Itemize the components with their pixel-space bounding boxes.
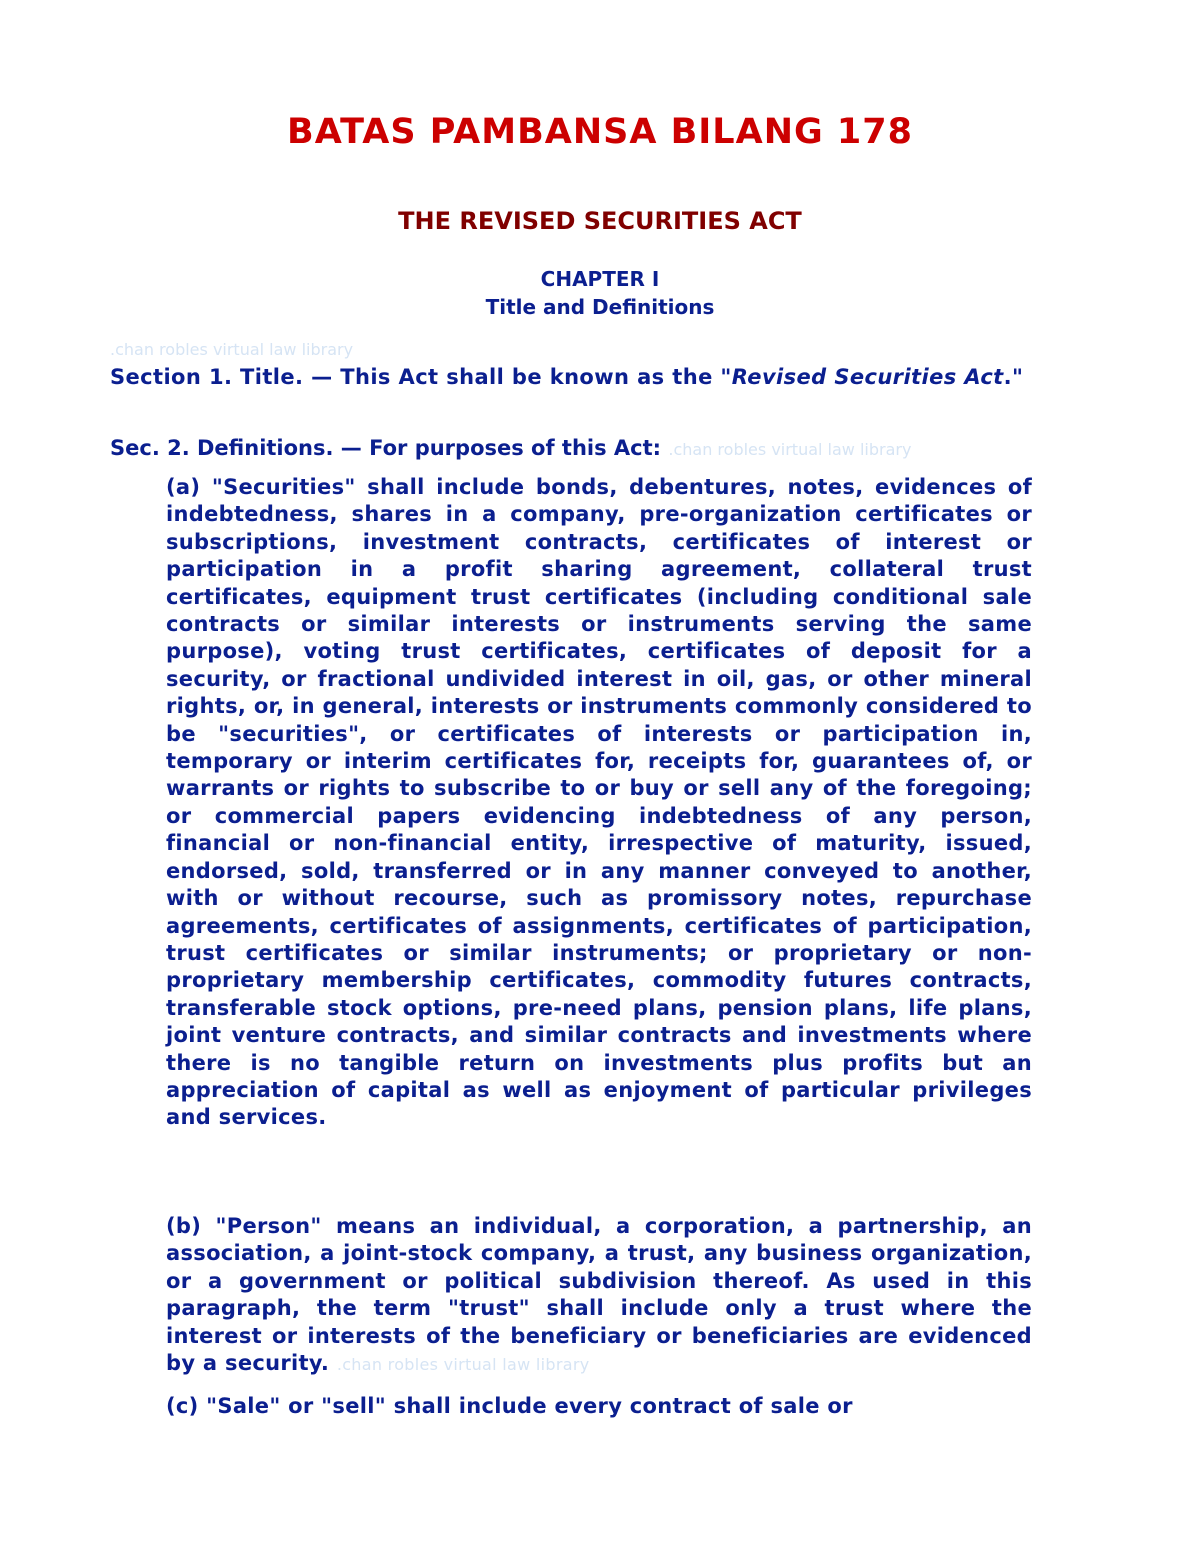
definition-paragraph-b	[166, 1213, 1032, 1378]
definition-label: (b)	[166, 1214, 202, 1238]
section-2-label: Sec. 2. Definitions. —	[110, 436, 362, 460]
definition-paragraph-c	[166, 1393, 1032, 1420]
chapter-heading	[0, 265, 1200, 321]
section-1-text: This Act shall be known as the "	[332, 365, 732, 389]
section-2-text: For purposes of this Act:	[361, 436, 662, 460]
act-title: THE REVISED SECURITIES ACT	[398, 207, 802, 235]
definition-paragraph-a	[166, 474, 1032, 1132]
watermark-text: .chan robles virtual law library	[336, 1355, 590, 1375]
chapter-number: CHAPTER I	[540, 267, 660, 291]
section-2	[110, 435, 1087, 463]
section-1	[110, 364, 1087, 391]
section-1-act-name: Revised Securities Act	[731, 365, 1004, 389]
definition-text: "Person" means an individual, a corporation, a partnership, an association, a joint-stock company, a trust, any business organization, or a government or political subdivision thereof. As used in this paragraph, the term "trust" shall include only a trust where the interest or interests of the beneficiary or beneficiaries are evidenced by a security.	[166, 1214, 1032, 1376]
definition-label: (c)	[166, 1394, 199, 1418]
definition-text: "Securities" shall include bonds, debentures, notes, evidences of indebtedness, shares in a company, pre-organization certificates or subscriptions, investment contracts, certificates of interest or participation in a profit sharing agreement, collateral trust certificates, equipment trust certificates (including conditional sale contracts or similar interests or instruments serving the same purpose), voting trust certificates, certificates of deposit for a security, or fractional undivided interest in oil, gas, or other mineral rights, or, in general, interests or instruments commonly considered to be "securities", or certificates of interests or participation in, temporary or interim certificates for, receipts for, guarantees of, or warrants or rights to subscribe to or buy or sell any of the foregoing; or commercial papers evidencing indebtedness of any person, financial or non-financial entity, irrespective of maturity, issued, endorsed, sold, transferred or in any manner conveyed to another, with or without recourse, such as promissory notes, repurchase agreements, certificates of assignments, certificates of participation, trust certificates or similar instruments; or proprietary or non-proprietary membership certificates, commodity futures contracts, transferable stock options, pre-need plans, pension plans, life plans, joint venture contracts, and similar contracts and investments where there is no tangible return on investments plus profits but an appreciation of capital as well as enjoyment of particular privileges and services.	[166, 475, 1032, 1130]
watermark-text: .chan robles virtual law library	[110, 340, 354, 359]
chapter-title: Title and Definitions	[485, 295, 715, 319]
section-1-text-end: ."	[1003, 365, 1024, 389]
document-title: BATAS PAMBANSA BILANG 178	[287, 112, 913, 152]
section-1-label: Section 1. Title. —	[110, 365, 333, 389]
definition-label: (a)	[166, 475, 201, 499]
watermark-text: .chan robles virtual law library	[668, 440, 912, 459]
definition-text: "Sale" or "sell" shall include every contract of sale or	[198, 1394, 853, 1418]
